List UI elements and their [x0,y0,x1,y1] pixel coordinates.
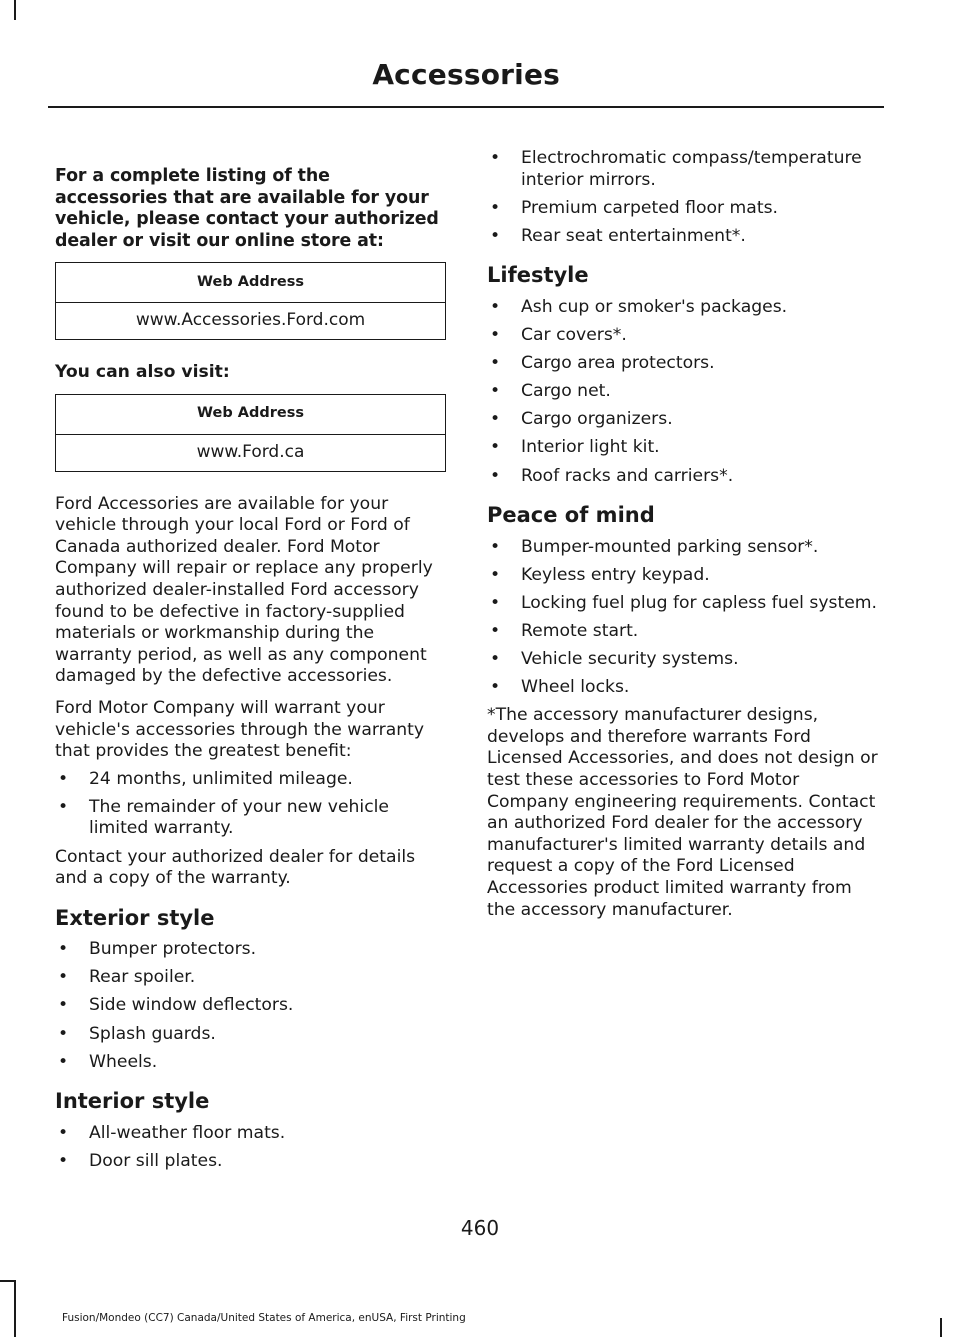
list-item: • Rear seat entertainment*. [487,226,882,248]
intro-text: For a complete listing of the accessories that are available for your vehicle, please contact your authorized dealer or visit our online store at: [55,166,439,251]
list-item: • Vehicle security systems. [487,649,882,671]
footer-text: Fusion/Mondeo (CC7) Canada/United States of America, enUSA, First Printing [62,1312,466,1324]
web-address-link[interactable]: www.Ford.ca [56,434,446,471]
list-item: • Cargo net. [487,381,882,403]
web-address-table-1 [55,262,446,340]
peace-list [487,537,882,699]
list-item: • All-weather floor mats. [55,1123,447,1145]
crop-mark-bottom-right [940,1318,942,1337]
footnote: *The accessory manufacturer designs, develops and therefore warrants Ford Licensed Accessories, and does not design or test these accessories to Ford Motor Company engineering requirements. Contact an authorized Ford dealer for the accessory manufacturer's limited warranty details and request a copy of the Ford Licensed Accessories product limited warranty from the accessory manufacturer. [487,705,878,920]
list-item: • Cargo organizers. [487,409,882,431]
list-item: • Splash guards. [55,1024,447,1046]
list-item: • Roof racks and carriers*. [487,466,882,488]
list-item: • Ash cup or smoker's packages. [487,297,882,319]
web-address-table-2 [55,394,446,472]
interior-list-continued [487,148,882,247]
list-item: • 24 months, unlimited mileage. [55,769,447,791]
list-item: • Door sill plates. [55,1151,447,1173]
list-item: • Locking fuel plug for capless fuel system. [487,593,882,615]
list-item: • Wheel locks. [487,677,882,699]
list-item: • Side window deflectors. [55,995,447,1017]
crop-mark-bottom-left [14,1280,16,1337]
section-heading-interior: Interior style [55,1089,210,1114]
lifestyle-list [487,297,882,487]
list-item: • Keyless entry keypad. [487,565,882,587]
list-item: • Bumper protectors. [55,939,447,961]
list-item: • Car covers*. [487,325,882,347]
paragraph: Ford Motor Company will warrant your vehicle's accessories through the warranty that provides the greatest benefit: [55,697,425,762]
exterior-list [55,939,447,1073]
header-divider [48,106,884,108]
also-visit-text: You can also visit: [55,362,230,382]
left-column [55,166,447,1179]
warranty-list [55,769,447,840]
interior-list [55,1123,447,1173]
paragraph: Ford Accessories are available for your vehicle through your local Ford or Ford of Canada authorized dealer. Ford Motor Company will repair or replace any properly authorized dealer-installed Ford accessory found to be defective in factory-supplied materials or workmanship during the warranty period, as well as any component damaged by the defective accessories. [55,493,433,687]
list-item: • Cargo area protectors. [487,353,882,375]
list-item: • Premium carpeted floor mats. [487,198,882,220]
section-heading-exterior: Exterior style [55,905,215,930]
list-item: • Rear spoiler. [55,967,447,989]
paragraph: Contact your authorized dealer for details and a copy of the warranty. [55,846,416,889]
crop-mark-top-left [14,0,16,20]
section-heading-lifestyle: Lifestyle [487,263,589,288]
page-number: 460 [460,1216,500,1240]
list-item: • Bumper-mounted parking sensor*. [487,537,882,559]
table-header: Web Address [56,263,446,303]
web-address-link[interactable]: www.Accessories.Ford.com [56,303,446,340]
page-title: Accessories [372,58,560,91]
list-item: • The remainder of your new vehicle limited warranty. [55,797,447,840]
list-item: • Wheels. [55,1052,447,1074]
list-item: • Interior light kit. [487,437,882,459]
table-header: Web Address [56,394,446,434]
crop-mark-bottom-left-h [0,1280,14,1282]
list-item: • Remote start. [487,621,882,643]
right-column [487,148,882,921]
list-item: • Electrochromatic compass/temperature interior mirrors. [487,148,882,191]
section-heading-peace-of-mind: Peace of mind [487,503,655,528]
